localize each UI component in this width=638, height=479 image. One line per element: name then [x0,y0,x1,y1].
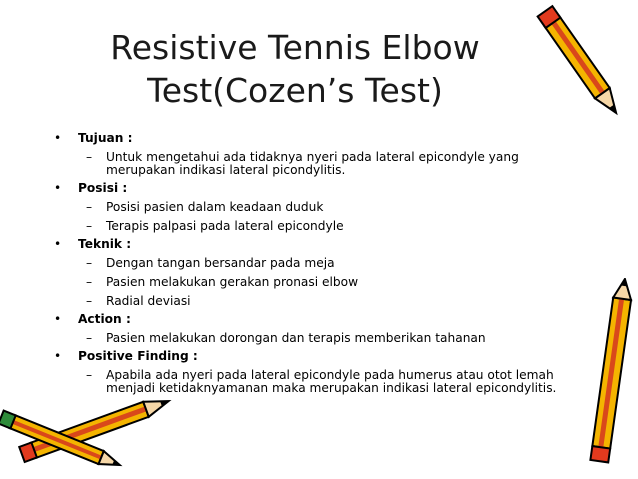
bullet-icon: • [54,237,62,251]
dash-icon: – [86,294,93,308]
list-item: – Dengan tangan bersandar pada meja [86,256,335,270]
section-heading: Action : [78,312,131,326]
list-item: – Pasien melakukan gerakan pronasi elbow [86,275,359,289]
title-line-1: Resistive Tennis Elbow [110,28,480,67]
dash-icon: – [86,150,93,164]
section-posisi [52,181,592,234]
dash-icon: – [86,219,93,233]
pencil-bottom-left-icon [0,382,190,479]
bullet-icon: • [54,181,62,195]
content-list [52,128,592,396]
dash-icon: – [86,368,93,382]
dash-icon: – [86,275,93,289]
bullet-icon: • [54,349,62,363]
section-action [52,312,592,346]
list-item: – Pasien melakukan dorongan dan terapis memberikan tahanan [86,331,486,345]
pencil-top-right-icon [532,2,636,132]
section-heading: Posisi : [78,181,128,195]
section-positive-finding [52,349,592,396]
bullet-icon: • [54,312,62,326]
title-line-2: Test(Cozen’s Test) [147,71,443,110]
pencil-right-icon [586,278,636,478]
section-teknik [52,237,592,309]
bullet-icon: • [54,131,62,145]
list-item: – Apabila ada nyeri pada lateral epicondyle pada humerus atau otot lemah menjadi ketidaknyamanan maka merupakan indikasi lateral epicondylitis. [86,368,557,395]
section-heading: Positive Finding : [78,349,198,363]
dash-icon: – [86,256,93,270]
dash-icon: – [86,200,93,214]
slide-title [60,26,530,112]
section-heading: Teknik : [78,237,132,251]
section-heading: Tujuan : [78,131,133,145]
section-tujuan [52,131,592,178]
dash-icon: – [86,331,93,345]
list-item: – Terapis palpasi pada lateral epicondyle [86,219,344,233]
list-item: – Untuk mengetahui ada tidaknya nyeri pada lateral epicondyle yang merupakan indikasi lateral picondylitis. [86,150,519,177]
list-item: – Radial deviasi [86,294,191,308]
list-item: – Posisi pasien dalam keadaan duduk [86,200,324,214]
